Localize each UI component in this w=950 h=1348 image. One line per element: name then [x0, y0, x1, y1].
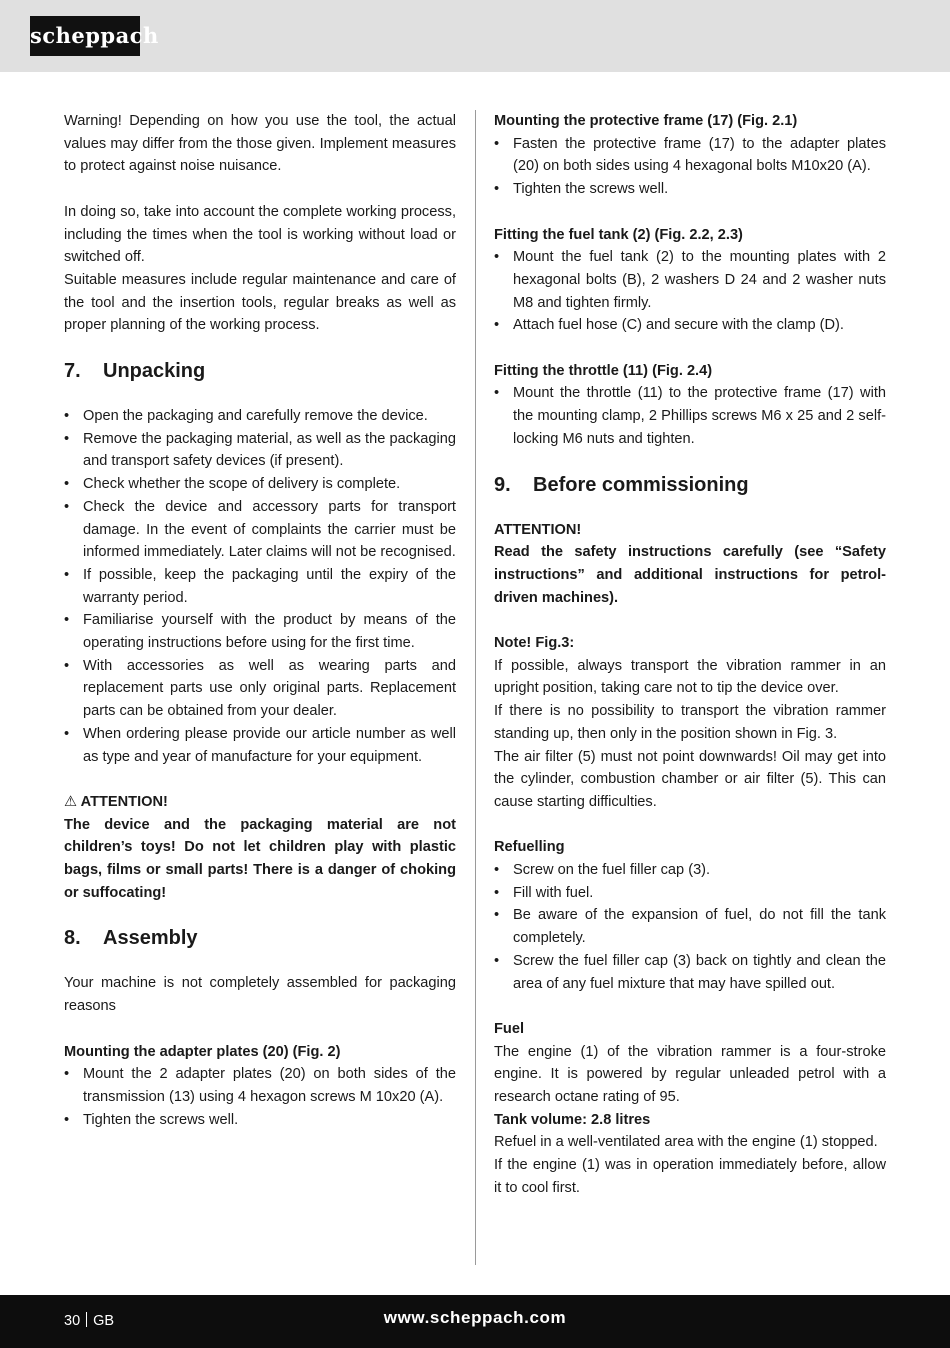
tank-volume: Tank volume: 2.8 litres	[494, 1111, 651, 1128]
attention-text: The device and the packaging material are not children’s toys! Do not let children play with plastic bags, films or small parts! There is a danger of choking or suffocating!	[64, 816, 456, 901]
assembly-intro: Your machine is not completely assembled for packaging reasons	[64, 975, 456, 1015]
list-item: • Familiarise yourself with the product by means of the operating instructions before using for the first time.	[64, 609, 456, 654]
list-item: • Open the packaging and carefully remove the device.	[64, 405, 456, 428]
list-item: • Attach fuel hose (C) and secure with the clamp (D).	[494, 314, 886, 337]
section-heading-commissioning	[494, 471, 886, 499]
section-number: 7.	[64, 360, 81, 383]
adapter-plates-heading: Mounting the adapter plates (20) (Fig. 2)	[64, 1043, 341, 1060]
list-item: • Screw the fuel filler cap (3) back on tightly and clean the area of any fuel mixture that may have spilled out.	[494, 950, 886, 995]
unpacking-list	[64, 405, 456, 768]
section-number: 8.	[64, 927, 81, 950]
note-paragraph: The air filter (5) must not point downwards! Oil may get into the cylinder, combustion chamber or air filter (5). This can cause starting difficulties.	[494, 748, 886, 810]
list-item: • Check whether the scope of delivery is complete.	[64, 473, 456, 496]
adapter-plates-list	[64, 1063, 456, 1131]
right-column	[494, 110, 886, 1200]
page-footer	[0, 1295, 950, 1348]
fuel-paragraph: The engine (1) of the vibration rammer is a four-stroke engine. It is powered by regular unleaded petrol with a research octane rating of 95.	[494, 1043, 886, 1106]
note-paragraph: If there is no possibility to transport the vibration rammer standing up, then only in the position shown in Fig. 3.	[494, 703, 886, 742]
protective-frame-heading: Mounting the protective frame (17) (Fig. 2.1)	[494, 113, 798, 129]
warning-triangle-icon: ⚠	[64, 793, 78, 810]
section-title: Unpacking	[103, 360, 206, 383]
scheppach-logo: scheppach	[30, 16, 140, 56]
refuelling-heading: Refuelling	[494, 839, 565, 856]
list-item: • Tighten the screws well.	[494, 178, 886, 201]
list-item: • With accessories as well as wearing parts and replacement parts use only original parts. Replacement parts can be obtained from your dealer.	[64, 655, 456, 723]
page-header	[0, 0, 950, 72]
list-item: • Mount the throttle (11) to the protective frame (17) with the mounting clamp, 2 Phillips screws M6 x 25 and 2 self-locking M6 nuts and tighten.	[494, 382, 886, 450]
list-item: • When ordering please provide our article number as well as type and year of manufacture for your equipment.	[64, 723, 456, 768]
list-item: • Fasten the protective frame (17) to the adapter plates (20) on both sides using 4 hexagonal bolts M10x20 (A).	[494, 133, 886, 178]
throttle-list	[494, 382, 886, 450]
list-item: • Remove the packaging material, as well as the packaging and transport safety devices (if present).	[64, 428, 456, 473]
fuel-tank-heading: Fitting the fuel tank (2) (Fig. 2.2, 2.3)	[494, 226, 743, 243]
section-number: 9.	[494, 473, 511, 496]
attention-text: Read the safety instructions carefully (see “Safety instructions” and additional instructions for petrol-driven machines).	[494, 544, 886, 606]
fuel-heading: Fuel	[494, 1020, 524, 1037]
list-item: • Be aware of the expansion of fuel, do not fill the tank completely.	[494, 904, 886, 949]
list-item: • Mount the 2 adapter plates (20) on both sides of the transmission (13) using 4 hexagon screws M 10x20 (A).	[64, 1063, 456, 1108]
section-title: Assembly	[103, 927, 198, 950]
attention-label: ATTENTION!	[494, 521, 582, 538]
language-code: GB	[93, 1313, 115, 1329]
list-item: • Mount the fuel tank (2) to the mounting plates with 2 hexagonal bolts (B), 2 washers D 24 and 2 washer nuts M8 and tighten firmly.	[494, 246, 886, 314]
left-column	[64, 110, 456, 1131]
note-paragraph: If possible, always transport the vibration rammer in an upright position, taking care not to tip the device over.	[494, 657, 886, 697]
section-title: Before commissioning	[533, 473, 749, 496]
attention-label: ATTENTION!	[80, 793, 168, 810]
working-process-paragraph: In doing so, take into account the complete working process, including the times when the tool is working without load or switched off.	[64, 203, 456, 266]
cool-down-paragraph: If the engine (1) was in operation immediately before, allow it to cool first.	[494, 1157, 886, 1196]
list-item: • Fill with fuel.	[494, 882, 886, 905]
list-item: • If possible, keep the packaging until the expiry of the warranty period.	[64, 564, 456, 609]
list-item: • Check the device and accessory parts for transport damage. In the event of complaints the carrier must be informed immediately. Later claims will not be recognised.	[64, 496, 456, 564]
fuel-tank-list	[494, 246, 886, 337]
list-item: • Tighten the screws well.	[64, 1109, 456, 1132]
section-heading-unpacking	[64, 357, 456, 385]
refuel-area-paragraph: Refuel in a well-ventilated area with the engine (1) stopped.	[494, 1134, 878, 1151]
page-number: 30	[64, 1313, 81, 1329]
website-link[interactable]: www.scheppach.com	[383, 1308, 567, 1327]
measures-paragraph: Suitable measures include regular maintenance and care of the tool and the insertion tools, regular breaks as well as proper planning of the working process.	[64, 271, 456, 334]
section-heading-assembly	[64, 924, 456, 952]
attention-heading	[64, 791, 456, 814]
list-item: • Screw on the fuel filler cap (3).	[494, 859, 886, 882]
protective-frame-list	[494, 133, 886, 201]
refuelling-list	[494, 859, 886, 995]
noise-warning-paragraph: Warning! Depending on how you use the tool, the actual values may differ from the those given. Implement measures to protect against noise nuisance.	[64, 113, 456, 175]
column-divider	[475, 110, 476, 1265]
note-heading: Note! Fig.3:	[494, 635, 575, 652]
throttle-heading: Fitting the throttle (11) (Fig. 2.4)	[494, 362, 713, 379]
